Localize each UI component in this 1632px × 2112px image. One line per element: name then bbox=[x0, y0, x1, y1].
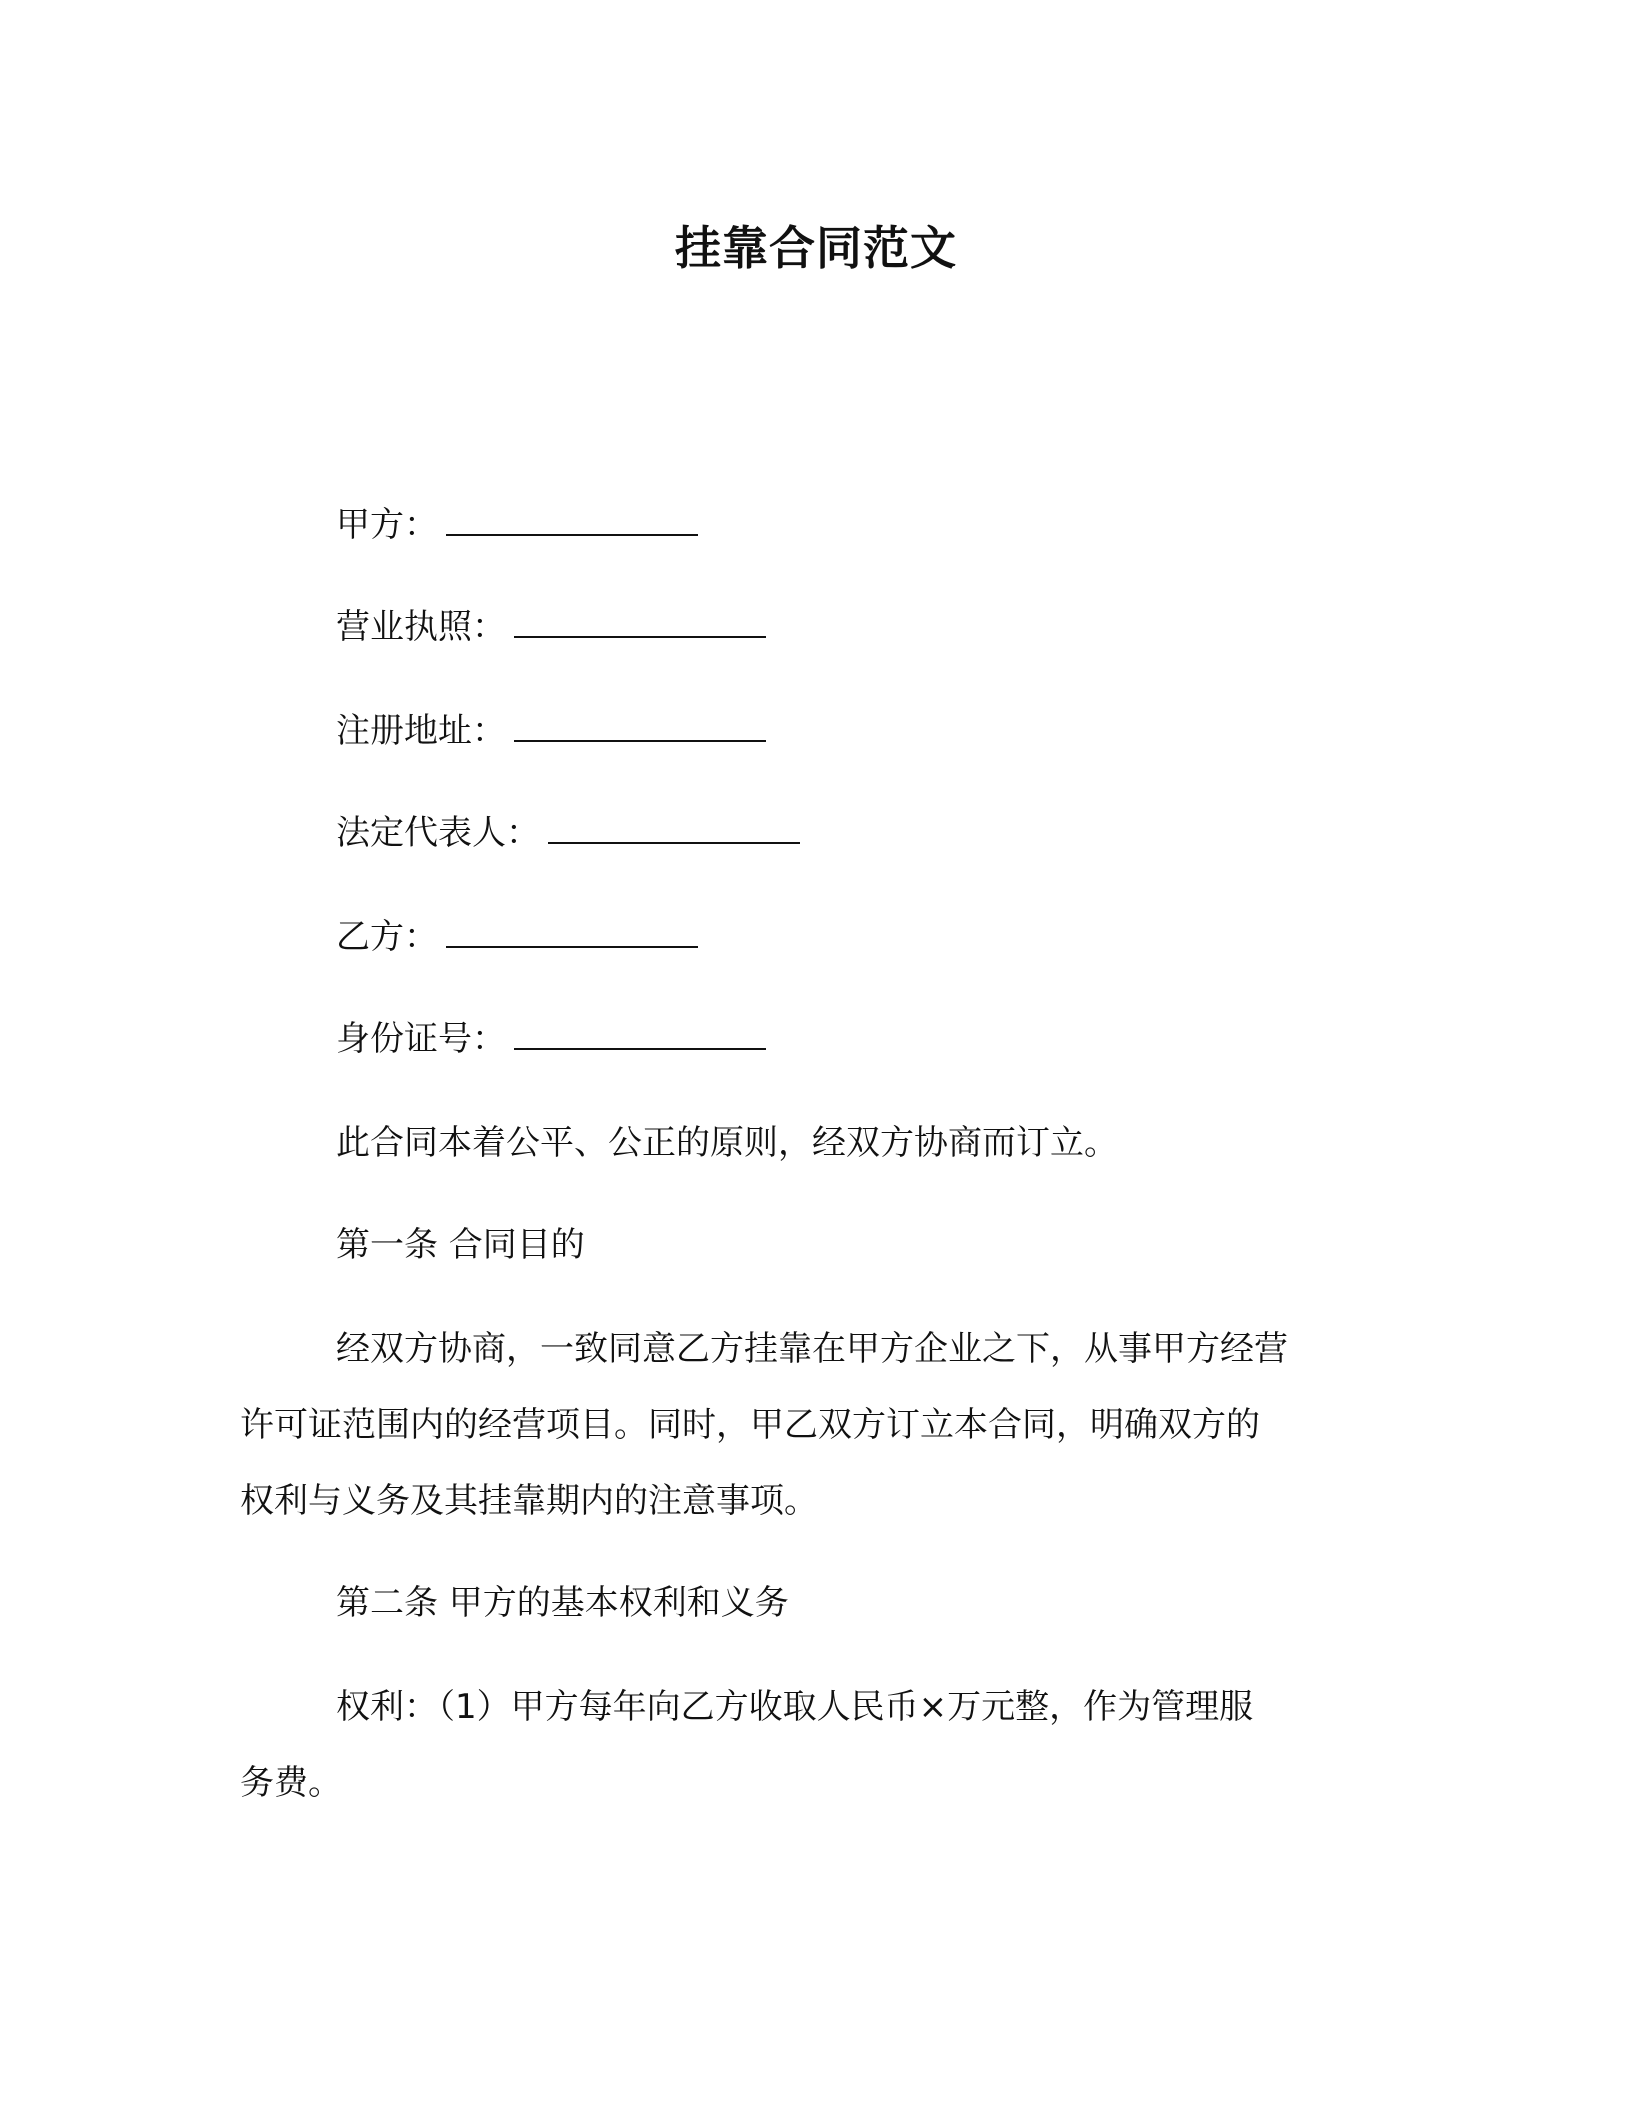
field-party-b bbox=[336, 912, 698, 962]
field-registered-address bbox=[336, 706, 766, 756]
blank-line bbox=[514, 606, 766, 638]
blank-line bbox=[446, 916, 698, 948]
article-2-line: 务费。 bbox=[240, 1763, 342, 1803]
blank-line bbox=[446, 504, 698, 536]
document-title: 挂靠合同范文 bbox=[675, 221, 957, 275]
field-label: 甲方： bbox=[336, 505, 438, 545]
field-label: 乙方： bbox=[336, 917, 438, 957]
article-2-heading: 第二条 甲方的基本权利和义务 bbox=[336, 1583, 789, 1623]
article-2-line: 权利：（1）甲方每年向乙方收取人民币×万元整，作为管理服 bbox=[336, 1687, 1254, 1727]
article-1-line: 权利与义务及其挂靠期内的注意事项。 bbox=[240, 1481, 818, 1521]
field-party-a bbox=[336, 500, 698, 550]
article-1-heading: 第一条 合同目的 bbox=[336, 1225, 585, 1265]
blank-line bbox=[514, 710, 766, 742]
field-id-number bbox=[336, 1014, 766, 1064]
field-label: 注册地址： bbox=[336, 711, 506, 751]
field-label: 营业执照： bbox=[336, 607, 506, 647]
blank-line bbox=[548, 812, 800, 844]
field-legal-representative bbox=[336, 808, 800, 858]
intro-paragraph: 此合同本着公平、公正的原则，经双方协商而订立。 bbox=[336, 1123, 1118, 1163]
field-label: 身份证号： bbox=[336, 1019, 506, 1059]
field-label: 法定代表人： bbox=[336, 813, 540, 853]
blank-line bbox=[514, 1018, 766, 1050]
article-1-line: 许可证范围内的经营项目。同时，甲乙双方订立本合同，明确双方的 bbox=[240, 1405, 1260, 1445]
article-1-line: 经双方协商，一致同意乙方挂靠在甲方企业之下，从事甲方经营 bbox=[336, 1329, 1288, 1369]
field-business-license bbox=[336, 602, 766, 652]
